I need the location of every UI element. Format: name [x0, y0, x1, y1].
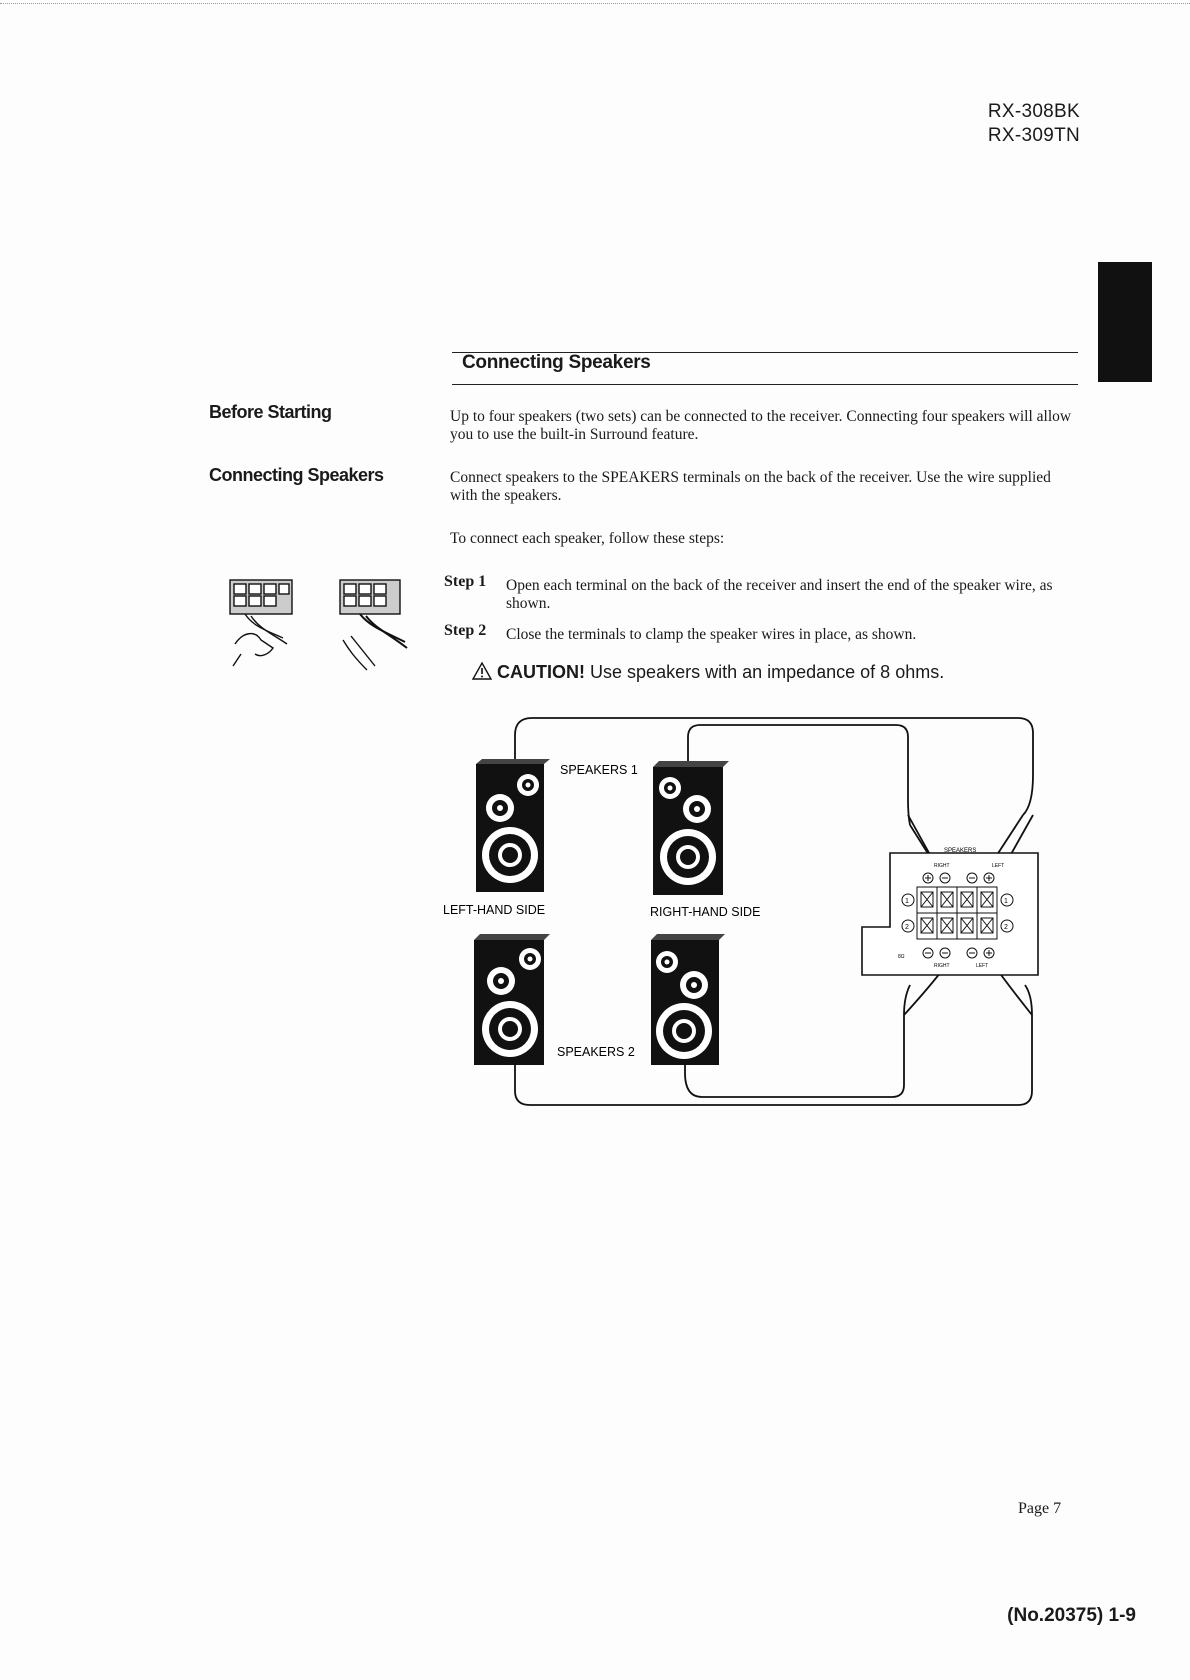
panel-right-label: RIGHT — [934, 863, 950, 869]
panel-left-label-bottom: LEFT — [976, 963, 989, 969]
speaker-rear-left — [474, 934, 550, 1065]
intro-paragraph: Up to four speakers (two sets) can be connected to the receiver. Connecting four speakers will allow you to use the built-in Surround feature. — [450, 408, 1072, 443]
panel-left-label: LEFT — [992, 863, 1005, 869]
warning-triangle-icon — [472, 662, 492, 680]
speakers-2-label: SPEAKERS 2 — [557, 1045, 635, 1059]
panel-title-label: SPEAKERS — [944, 848, 977, 854]
speaker-rear-right — [651, 934, 725, 1065]
section-tab-marker — [1098, 262, 1152, 382]
terminal-closed-icon — [340, 580, 407, 670]
panel-ohms-label: 8Ω — [898, 954, 905, 960]
caution-line — [472, 662, 944, 683]
sidebar-heading-connecting-speakers: Connecting Speakers — [209, 465, 384, 485]
right-hand-side-label: RIGHT-HAND SIDE — [650, 905, 761, 919]
model-number-1: RX-308BK — [987, 101, 1080, 122]
page-number: Page 7 — [1018, 1500, 1062, 1517]
step-1-label: Step 1 — [444, 573, 487, 590]
terminal-2-right-label: 2 — [1004, 924, 1008, 931]
document-number: (No.20375) 1-9 — [1007, 1605, 1136, 1626]
section-title: Connecting Speakers — [462, 352, 651, 373]
scan-top-line — [0, 3, 1190, 4]
panel-right-label-bottom: RIGHT — [934, 963, 950, 969]
title-rule-bottom — [452, 384, 1078, 385]
terminal-2-left-label: 2 — [905, 924, 909, 931]
receiver-speaker-terminal-panel — [862, 848, 1038, 975]
speakers-1-label: SPEAKERS 1 — [560, 763, 638, 777]
terminal-1-left-label: 1 — [905, 898, 909, 905]
step-2-label: Step 2 — [444, 622, 487, 639]
wire-paragraph: Connect speakers to the SPEAKERS terminals on the back of the receiver. Use the wire supplied with the speakers. — [450, 469, 1051, 504]
step-1-text: Open each terminal on the back of the receiver and insert the end of the speaker wire, as shown. — [506, 577, 1053, 612]
step-2-text: Close the terminals to clamp the speaker wires in place, as shown. — [506, 626, 917, 643]
left-hand-side-label: LEFT-HAND SIDE — [443, 903, 546, 917]
terminal-open-icon — [230, 580, 292, 666]
caution-label: CAUTION! — [497, 662, 586, 682]
sidebar-heading-before-starting: Before Starting — [209, 402, 332, 422]
speaker-front-right — [653, 761, 729, 895]
terminal-1-right-label: 1 — [1004, 898, 1008, 905]
speaker-wiring-diagram — [440, 715, 1040, 1115]
steps-intro: To connect each speaker, follow these steps: — [450, 530, 725, 547]
speaker-front-left — [476, 759, 550, 892]
model-number-2: RX-309TN — [987, 125, 1080, 146]
caution-text: Use speakers with an impedance of 8 ohms. — [590, 662, 945, 682]
terminal-illustration — [225, 574, 415, 674]
